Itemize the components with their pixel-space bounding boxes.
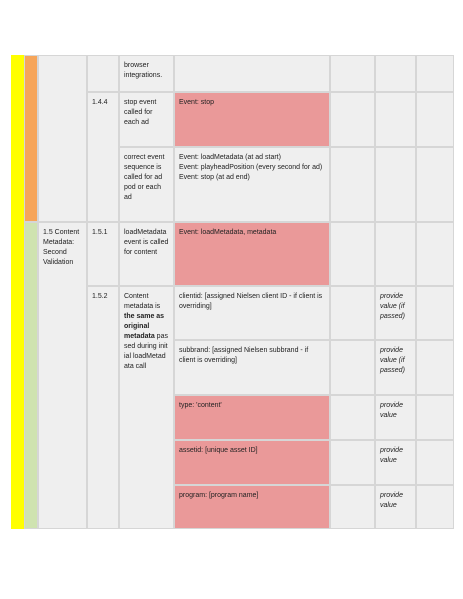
description-cell — [119, 222, 174, 286]
section-cell-empty — [38, 55, 87, 222]
note-cell — [375, 92, 416, 147]
value-cell — [330, 286, 375, 340]
description-text: passed during initial loadMetadata call — [124, 333, 168, 370]
note-text: provide value — [380, 492, 403, 509]
note-cell — [375, 440, 416, 485]
description-cell — [119, 55, 174, 92]
row-number — [87, 92, 119, 222]
note-cell — [375, 340, 416, 395]
value-cell — [330, 340, 375, 395]
expected-line: Event: playheadPosition (every second for ad) — [179, 164, 323, 171]
field-text: program: [program name] — [179, 492, 259, 499]
extra-cell — [416, 440, 454, 485]
value-cell — [330, 55, 375, 92]
field-text: clientid: [assigned Nielsen client ID - if client is overriding] — [179, 293, 323, 310]
status-bar-green — [24, 222, 38, 529]
expected-cell — [174, 147, 330, 222]
field-cell — [174, 340, 330, 395]
num-cell-empty — [87, 55, 119, 92]
description-cell — [119, 92, 174, 147]
note-cell — [375, 222, 416, 286]
row-number-text: 1.5.1 — [92, 229, 108, 236]
note-cell — [375, 147, 416, 222]
expected-text: Event: stop — [179, 99, 215, 106]
extra-cell — [416, 222, 454, 286]
field-cell — [174, 485, 330, 529]
field-text: assetid: [unique asset ID] — [179, 447, 258, 454]
value-cell — [330, 147, 375, 222]
status-bar-yellow — [11, 55, 24, 529]
value-cell — [330, 485, 375, 529]
expected-text: Event: loadMetadata, metadata — [179, 229, 277, 236]
expected-cell — [174, 92, 330, 147]
field-cell — [174, 440, 330, 485]
field-text: subbrand: [assigned Nielsen subbrand - if client is overriding] — [179, 347, 309, 364]
status-bar-orange — [24, 55, 38, 222]
extra-cell — [416, 340, 454, 395]
description-text: browser integrations. — [124, 62, 163, 79]
expected-line: Event: stop (at ad end) — [179, 174, 250, 181]
extra-cell — [416, 55, 454, 92]
expected-line: Event: loadMetadata (at ad start) — [179, 154, 281, 161]
note-cell — [375, 485, 416, 529]
extra-cell — [416, 92, 454, 147]
value-cell — [330, 395, 375, 440]
description-cell — [119, 286, 174, 529]
description-text: stop event called for each ad — [124, 99, 157, 126]
value-cell — [330, 222, 375, 286]
description-text: loadMetadata event is called for content — [124, 229, 169, 256]
extra-cell — [416, 147, 454, 222]
row-number-text: 1.4.4 — [92, 99, 108, 106]
value-cell — [330, 440, 375, 485]
section-label-cell — [38, 222, 87, 529]
section-label: 1.5 Content Metadata: Second Validation — [43, 229, 80, 266]
expected-cell — [174, 55, 330, 92]
description-emphasis: the same as original metadata — [124, 313, 165, 340]
row-number — [87, 222, 119, 286]
note-cell — [375, 55, 416, 92]
note-text: provide value (if passed) — [380, 347, 405, 374]
value-cell — [330, 92, 375, 147]
note-cell — [375, 395, 416, 440]
field-cell — [174, 286, 330, 340]
field-text: type: 'content' — [179, 402, 222, 409]
expected-cell — [174, 222, 330, 286]
field-cell — [174, 395, 330, 440]
row-number-text: 1.5.2 — [92, 293, 108, 300]
description-cell — [119, 147, 174, 222]
note-text: provide value (if passed) — [380, 293, 405, 320]
extra-cell — [416, 286, 454, 340]
extra-cell — [416, 485, 454, 529]
description-text: Content metadata is — [124, 293, 161, 310]
note-text: provide value — [380, 447, 403, 464]
row-number — [87, 286, 119, 529]
extra-cell — [416, 395, 454, 440]
note-text: provide value — [380, 402, 403, 419]
note-cell — [375, 286, 416, 340]
description-text: correct event sequence is called for ad pod or each ad — [124, 154, 165, 201]
